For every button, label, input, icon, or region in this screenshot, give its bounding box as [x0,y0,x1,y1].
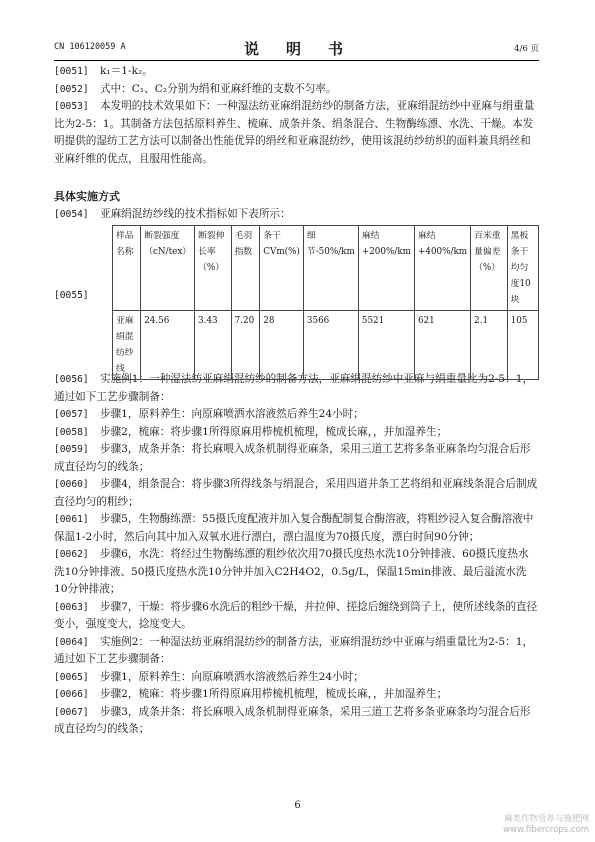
paragraph-group-b [54,371,539,739]
table-header-cell: 毛羽指数 [231,226,260,311]
paragraph-tag: [0060] [54,479,89,490]
paragraph-text: 步骤1，原料养生：向原麻喷洒水溶液然后养生24小时； [100,408,364,420]
paragraph-text: 步骤6，水洗：将经过生物酶练漂的粗纱依次用70摄氏度热水洗10分钟排液、60摄氏度热水洗10分钟排液、50摄氏度热水洗10分钟并加入C2H4O2，0.5g/L，保温15min排液、最后溢流水洗10分钟排液； [54,548,529,595]
paragraph-tag: [0061] [54,514,89,525]
paragraph-0051 [54,63,539,81]
paragraph-0057 [54,406,539,424]
paragraph-text: 亚麻绢混纺纱线的技术指标如下表所示： [100,207,291,220]
paragraph-text: 本发明的技术效果如下：一种湿法纺亚麻绢混纺纱的制备方法，亚麻绢混纺纱中亚麻与绢重量比为2-5：1。其制备方法包括原料养生、梳麻、成条并条、绢条混合、生物酶练漂、水洗、干燥。本发明提供的湿纺工艺方法可以制备出性能优异的绢丝和亚麻混纺纱，使用该混纺纱纺织的面料兼具绢丝和亚麻纤维的优点，且服用性能高。 [54,100,535,165]
paragraph-tag: [0057] [54,409,89,420]
paragraph-tag: [0063] [54,601,89,613]
paragraph-tag: [0065] [54,671,89,683]
paragraph-tag: [0064] [54,636,89,648]
paragraph-text: 步骤1，原料养生：向原麻喷洒水溶液然后养生24小时； [100,670,364,683]
publication-number: CN 106120059 A [54,42,126,52]
paragraph-0065 [54,669,539,687]
table-cell: 105 [507,311,538,380]
paragraph-text: 步骤2，梳麻：将步骤1所得原麻用栉梳机梳理，梳成长麻，，并加湿养生； [100,688,448,700]
paragraph-0062 [54,546,539,599]
table-header-cell: 百米重量偏差（%） [471,226,508,311]
paragraph-0061 [54,511,539,546]
paragraph-0066 [54,686,539,704]
paragraph-text: 步骤4，绢条混合：将步骤3所得线条与绢混合，采用四道并条工艺将绢和亚麻线条混合后制成直径均匀的粗纱； [54,478,538,508]
watermark-line-1: 麻类作物营养与施肥网 [503,814,589,824]
table-cell: 5521 [358,311,414,380]
table-row [113,311,539,380]
document-title: 说 明 书 [243,40,349,58]
table-header-cell: 麻结+400%/km [414,226,470,311]
document-body [54,63,539,739]
paragraph-text: 步骤3，成条并条：将长麻喂入成条机制得亚麻条，采用三道工艺将多条亚麻条均匀混合后形成直径均匀的线条； [54,443,531,473]
paragraph-tag: [0053] [54,101,89,112]
paragraph-0053 [54,98,539,168]
table-cell: 621 [414,311,470,380]
paragraph-tag: [0051] [54,66,89,77]
spec-table [112,225,539,380]
paragraph-tag: [0056] [54,374,89,385]
paragraph-text: 实施例1：一种湿法纺亚麻绢混纺纱的制备方法，亚麻绢混纺纱中亚麻与绢重量比为2-5：1，通过如下工艺步骤制备： [54,373,534,403]
paragraph-tag: [0054] [54,208,89,220]
paragraph-text: 步骤5，生物酶练漂：55摄氏度配液并加入复合酶配制复合酶溶液，将粗纱浸入复合酶溶液中保温1-2小时，然后向其中加入双氧水进行漂白，漂白温度为70摄氏度，漂白时间90分钟； [54,513,534,543]
table-cell: 亚麻绢混纺纱线 [113,311,141,380]
paragraph-group-a [54,63,539,168]
paragraph-tag: [0067] [54,706,89,718]
paragraph-text: 实施例2：一种湿法纺亚麻绢混纺纱的制备方法，亚麻绢混纺纱中亚麻与绢重量比为2-5：1，通过如下工艺步骤制备： [54,635,534,665]
table-cell: 7.20 [231,311,260,380]
table-header-cell: 黑板条干均匀度10块 [507,226,538,311]
table-header-cell: 麻结+200%/km [358,226,414,311]
table-cell: 2.1 [471,311,508,380]
table-header-cell: 断裂伸长率（%） [195,226,232,311]
paragraph-text: 步骤3，成条并条：将长麻喂入成条机制得亚麻条，采用三道工艺将多条亚麻条均匀混合后形成直径均匀的线条； [54,705,531,735]
paragraph-text: 步骤7，干燥：将步骤6水洗后的粗纱干燥，并拉伸、搓捻后缠绕到筒子上，使所述线条的直径变小，强度变大，捻度变大。 [54,600,538,630]
paragraph-tag: [0059] [54,444,89,455]
page-indicator: 4/6 页 [514,44,539,54]
paragraph-tag: [0058] [54,426,89,438]
table-header-row [113,226,539,311]
paragraph-tag: [0052] [54,83,89,95]
paragraph-0067 [54,704,539,739]
page-number: 6 [294,800,301,811]
table-header-cell: 断裂强度（cN/tex） [141,226,195,311]
watermark [503,814,589,836]
paragraph-0059 [54,441,539,476]
paragraph-tag: [0062] [54,549,89,560]
watermark-line-2: www.fibercrops.com [503,825,589,835]
paragraph-text: 式中：C₁、C₂分别为绢和亚麻纤维的支数不匀率。 [100,82,337,95]
paragraph-0063 [54,599,539,634]
paragraph-text: 步骤2，梳麻：将步骤1所得原麻用栉梳机梳理，梳成长麻，，并加湿养生； [100,425,448,438]
table-header-cell: 条干CVm(%) [260,226,304,311]
header-rule [54,60,539,61]
paragraph-0054 [54,206,539,224]
table-tag: [0055] [54,290,89,301]
paragraph-0060 [54,476,539,511]
page-header [54,40,539,58]
table-header-cell: 细节-50%/km [303,226,358,311]
paragraph-0064 [54,634,539,669]
paragraph-tag: [0066] [54,689,89,700]
table-cell: 28 [260,311,304,380]
table-header-cell: 样品名称 [113,226,141,311]
table-block [54,223,539,374]
table-cell: 3.43 [195,311,232,380]
paragraph-0052 [54,81,539,99]
table-cell: 3566 [303,311,358,380]
paragraph-text: k₁＝1-k₂。 [100,65,153,77]
paragraph-0058 [54,424,539,442]
section-title: 具体实施方式 [54,190,120,203]
table-body [113,311,539,380]
table-cell: 24.56 [141,311,195,380]
